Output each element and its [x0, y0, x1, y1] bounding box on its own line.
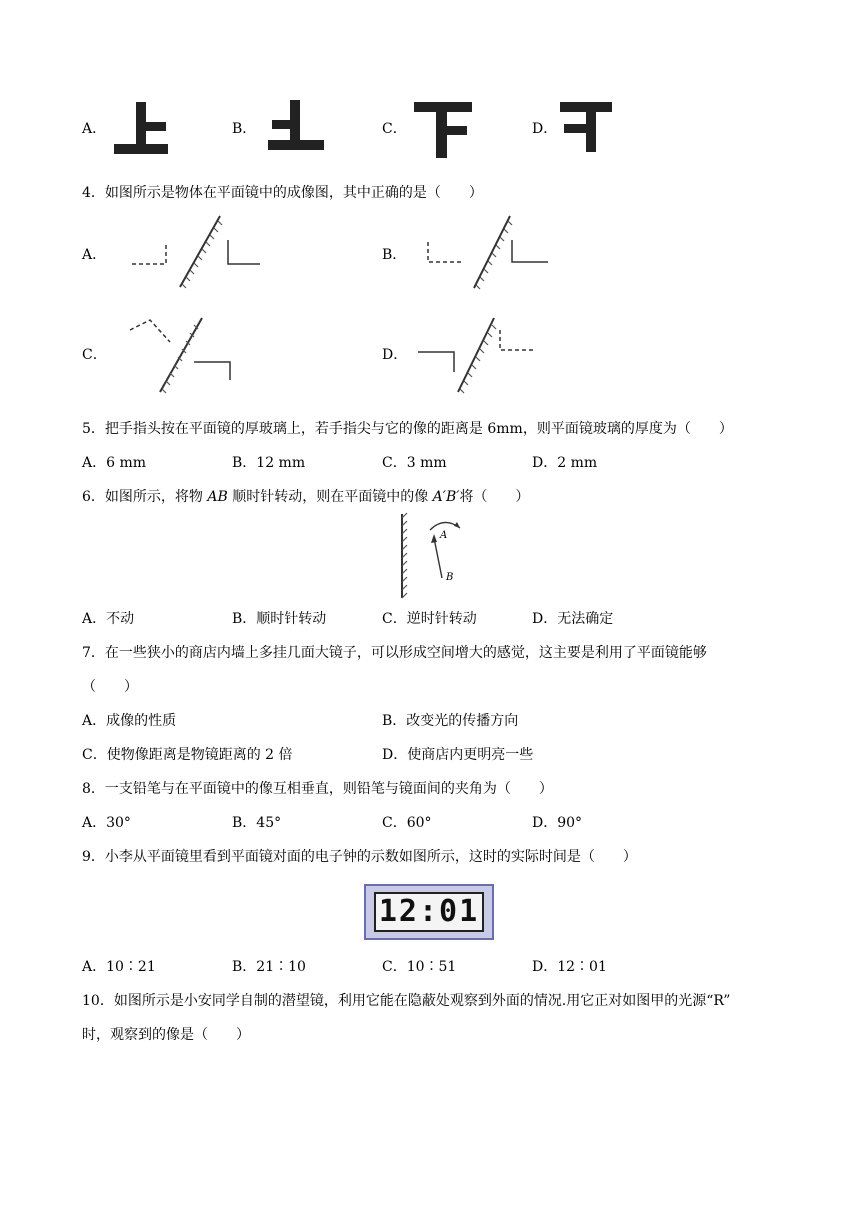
q5-stem: 5．把手指头按在平面镜的厚玻璃上，若手指尖与它的像的距离是 6mm，则平面镜玻璃的厚度为（ ）	[82, 421, 733, 437]
q4-option-b-figure	[418, 212, 558, 292]
q9-option-a: A．10∶21	[82, 959, 156, 975]
q8-option-c: C．60°	[382, 815, 432, 831]
q7-option-d: D．使商店内更明亮一些	[382, 747, 534, 763]
q9-clock-frame	[364, 884, 494, 940]
q4-option-d-label: D．	[382, 347, 408, 363]
q3-option-d-glyph	[558, 100, 614, 156]
q4-option-a-figure	[120, 212, 270, 292]
q9-option-d: D．12∶01	[532, 959, 607, 975]
q9-stem: 9．小李从平面镜里看到平面镜对面的电子钟的示数如图所示，这时的实际时间是（ ）	[82, 849, 637, 865]
q6-figure-label-b: B	[446, 572, 454, 583]
q6-option-b: B．顺时针转动	[232, 611, 327, 627]
q6-stem-pre: 6．如图所示，将物	[82, 489, 208, 505]
q10-stem-line2: 时，观察到的像是（ ）	[82, 1027, 250, 1043]
q7-option-c: C．使物像距离是物镜距离的 2 倍	[82, 747, 293, 763]
q3-option-b-glyph	[266, 98, 326, 156]
q6-stem-mid: 顺时针转动，则在平面镜中的像	[227, 489, 433, 505]
q5-option-a: A．6 mm	[82, 455, 147, 471]
q6-option-a: A．不动	[82, 611, 135, 627]
q9-clock-digits: 12:01	[378, 894, 480, 929]
q3-option-b-label: B．	[232, 121, 257, 137]
q4-option-a-label: A．	[82, 247, 107, 263]
q7-stem-line1: 7．在一些狭小的商店内墙上多挂几面大镜子，可以形成空间增大的感觉，这主要是利用了平面镜能够	[82, 645, 707, 661]
q8-option-a: A．30°	[82, 815, 131, 831]
q9-option-b: B．21∶10	[232, 959, 306, 975]
q10-stem-line1: 10．如图所示是小安同学自制的潜望镜，利用它能在隐蔽处观察到外面的情况.用它正对如图甲的光源“R”	[82, 993, 731, 1009]
q6-option-d: D．无法确定	[532, 611, 614, 627]
q4-stem: 4．如图所示是物体在平面镜中的成像图，其中正确的是（ ）	[82, 185, 483, 201]
q5-option-b: B．12 mm	[232, 455, 306, 471]
q6-option-c: C．逆时针转动	[382, 611, 477, 627]
q6-stem-ab: AB	[207, 489, 228, 505]
q6-stem	[82, 486, 529, 506]
q5-option-d: D．2 mm	[532, 455, 598, 471]
q3-option-d-label: D．	[532, 121, 558, 137]
q7-option-b: B．改变光的传播方向	[382, 713, 519, 729]
q6-stem-apbp: A′B′	[432, 489, 460, 505]
q3-option-c-glyph	[412, 100, 474, 160]
q8-option-b: B．45°	[232, 815, 282, 831]
q4-option-d-figure	[414, 312, 544, 396]
q7-option-a: A．成像的性质	[82, 713, 177, 729]
q9-option-c: C．10∶51	[382, 959, 457, 975]
q6-stem-post: 将（ ）	[459, 489, 530, 505]
q8-stem: 8．一支铅笔与在平面镜中的像互相垂直，则铅笔与镜面间的夹角为（ ）	[82, 781, 553, 797]
q4-option-b-label: B．	[382, 247, 407, 263]
q4-option-c-label: C．	[82, 347, 107, 363]
q9-clock-screen	[374, 892, 484, 932]
q6-figure	[394, 512, 474, 600]
q5-option-c: C．3 mm	[382, 455, 447, 471]
q7-stem-line2: （ ）	[82, 679, 138, 695]
q4-option-c-figure	[124, 312, 244, 396]
q6-figure-label-a: A	[440, 530, 448, 541]
q3-option-a-glyph	[110, 100, 170, 158]
q3-option-c-label: C．	[382, 121, 407, 137]
q3-option-a-label: A．	[82, 121, 107, 137]
q8-option-d: D．90°	[532, 815, 583, 831]
